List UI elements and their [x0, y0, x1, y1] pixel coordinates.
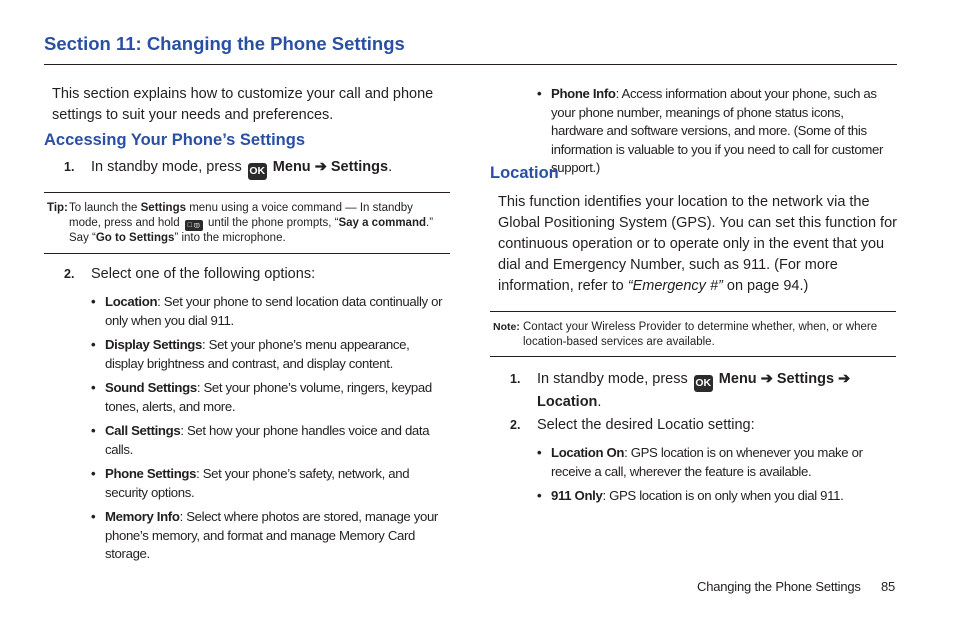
accessing-heading: Accessing Your Phone’s Settings: [44, 131, 306, 149]
step-text: In standby mode, press: [91, 159, 242, 175]
note-top-rule: [490, 311, 896, 312]
tip-bottom-rule: [44, 253, 450, 254]
list-item: • Location On: GPS location is on whenever you make or receive a call, wherever the feature is available.: [537, 445, 863, 479]
location-options-list: [537, 444, 895, 506]
options-list: [91, 293, 449, 564]
cross-reference-link[interactable]: “Emergency #”: [627, 278, 723, 294]
step-text: Select one of the following options:: [91, 266, 316, 282]
list-item: • Phone Info: Access information about your phone, such as your phone number, meanings of phone status icons, hardware and software versions, and more. (Some of this information is valuable to you if you need to call for customer support.): [537, 86, 883, 175]
list-item: • Call Settings: Set how your phone handles voice and data calls.: [91, 423, 430, 457]
list-item: • 911 Only: GPS location is on only when you dial 911.: [537, 488, 844, 503]
location-step-2: 2. Select the desired Locatio setting:: [510, 415, 890, 436]
page-title: Section 11: Changing the Phone Settings: [44, 33, 405, 54]
list-item: • Memory Info: Select where photos are stored, manage your phone’s memory, and format and manage Memory Card storage.: [91, 509, 438, 561]
location-step-1: 1. In standby mode, press OK Menu ➔ Settings ➔ Location.: [510, 371, 851, 410]
list-item: • Phone Settings: Set your phone’s safety, network, and security options.: [91, 466, 410, 500]
note-text: Contact your Wireless Provider to determine whether, when, or where location-based services are available.: [523, 321, 878, 348]
phone-info-item: [537, 85, 895, 178]
tip-box: [47, 201, 447, 245]
microphone-key-icon: □ m̲: [185, 220, 203, 231]
step-number: 1.: [64, 160, 75, 174]
ok-key-icon: OK: [694, 375, 713, 392]
ok-key-icon: OK: [248, 163, 267, 180]
step-number: 1.: [510, 372, 521, 386]
step-number: 2.: [510, 418, 521, 432]
arrow-icon: ➔: [314, 159, 327, 175]
tip-top-rule: [44, 192, 450, 193]
tip-text: To launch the Settings menu using a voice command — In standby mode, press and hold □ m̲ until the phone prompts, “Say a command.” Say “Go to Settings” into the microphone.: [69, 202, 434, 244]
note-box: [493, 320, 895, 349]
list-item: • Display Settings: Set your phone’s menu appearance, display brightness and contrast, and display content.: [91, 337, 410, 371]
step-number: 2.: [64, 267, 75, 281]
note-bottom-rule: [490, 356, 896, 357]
location-paragraph: This function identifies your location to the network via the Global Positioning System (GPS). You can set this function for continuous operation or to operate only in the event that you dial and Emergency Number, such as 911. (For more information, refer to “Emergency #” on page 94.): [498, 194, 897, 294]
location-heading: Location: [490, 164, 559, 182]
accessing-step-2: [64, 264, 444, 285]
accessing-step-1: 1. In standby mode, press OK Menu ➔ Settings.: [64, 157, 444, 180]
tip-label: Tip:: [47, 202, 68, 214]
note-label: Note:: [493, 321, 520, 333]
arrow-icon: ➔: [760, 371, 773, 387]
arrow-icon: ➔: [838, 371, 851, 387]
page-number: 85: [881, 579, 896, 594]
menu-label: Menu: [272, 159, 311, 175]
footer-chapter: Changing the Phone Settings: [697, 579, 861, 594]
list-item: • Sound Settings: Set your phone’s volume, ringers, keypad tones, alerts, and more.: [91, 380, 432, 414]
intro-paragraph: This section explains how to customize your call and phone settings to suit your needs and preferences.: [52, 86, 434, 123]
settings-label: Settings: [330, 159, 389, 175]
list-item: • Location: Set your phone to send location data continually or only when you dial 911.: [91, 294, 443, 328]
title-divider: [44, 64, 897, 65]
